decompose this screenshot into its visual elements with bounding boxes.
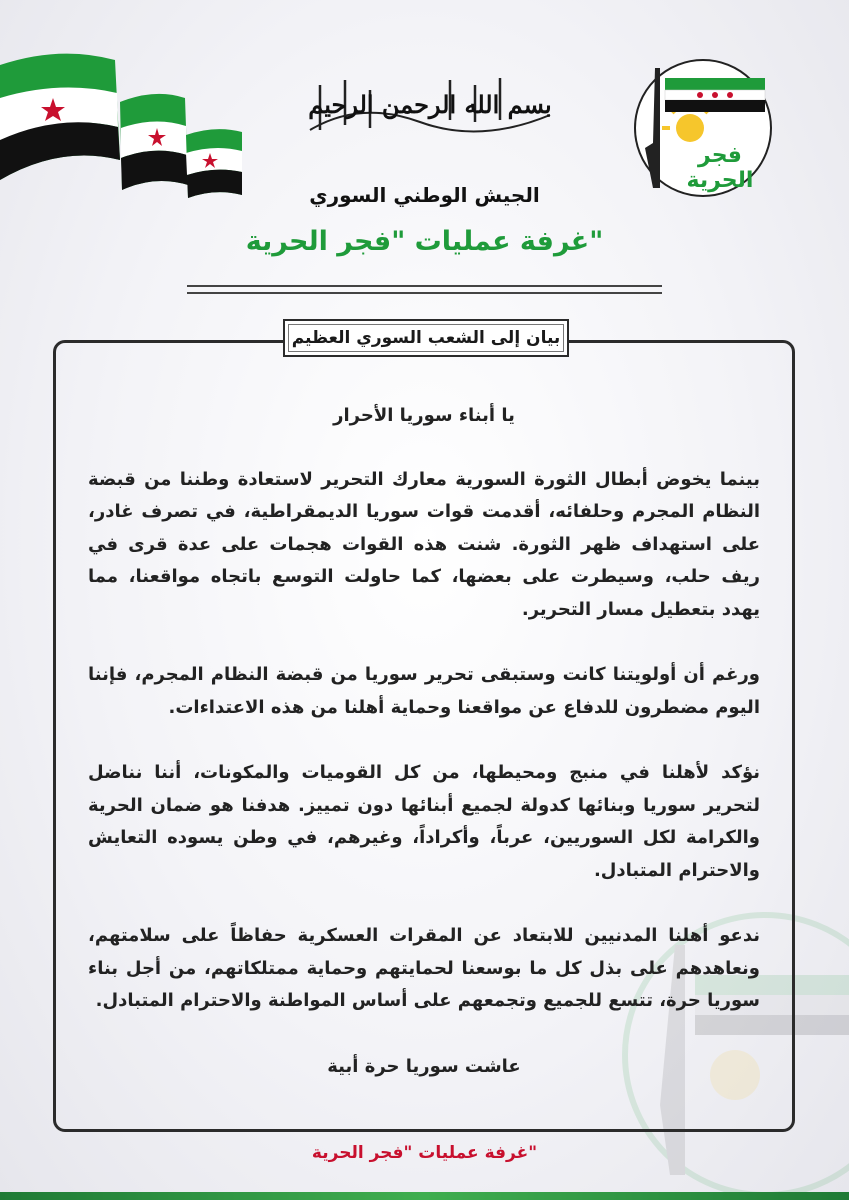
statement-body (88, 400, 760, 1116)
operations-room-title: غرفة عمليات "فجر الحرية" (245, 226, 604, 257)
statement-paragraph: ندعو أهلنا المدنيين للابتعاد عن المقرات العسكرية حفاظاً على سلامتهم، ونعاهدهم على بذل كل ما بوسعنا لحمايتهم وحماية ممتلكاتهم، من أجل بناء سوريا حرة، تتسع للجميع وتجمعهم على أساس المواطنة والاحترام المتبادل. (88, 925, 760, 1011)
statement-greeting: يا أبناء سوريا الأحرار (333, 405, 515, 426)
flag-bar (665, 78, 765, 90)
statement-closing: عاشت سوريا حرة أبية (327, 1055, 521, 1077)
statement-paragraph: بينما يخوض أبطال الثورة السورية معارك التحرير لاستعادة وطننا من قبضة النظام المجرم وحلفائه، أقدمت قوات سوريا الديمقراطية، في تصرف غادر، على استهداف ظهر الثورة. شنت هذه القوات هجمات على عدة قرى في ريف حلب، وسيطرت على بعضها، كما حاولت التوسع باتجاه مواقعنا، مما يهدد بتعطيل مسار التحرير. (88, 468, 760, 620)
statement-paragraph: ورغم أن أولويتنا كانت وستبقى تحرير سوريا من قبضة النظام المجرم، فإننا اليوم مضطرون للدفاع عن مواقعنا وحماية أهلنا من هذه الاعتداءات. (88, 664, 760, 718)
statement-title: بيان إلى الشعب السوري العظيم (283, 319, 569, 357)
divider-bottom (187, 292, 662, 294)
bottom-green-bar (0, 1192, 849, 1200)
basmala-text: بسم الله الرحمن الرحيم (308, 90, 552, 119)
footer-operations-room: غرفة عمليات "فجر الحرية" (311, 1143, 538, 1163)
logo-text: فجر الحرية (686, 143, 754, 193)
army-name: الجيش الوطني السوري (309, 183, 540, 207)
syrian-flag-icon (0, 40, 250, 200)
divider-top (187, 285, 662, 287)
operations-room-logo (615, 48, 790, 198)
basmala-calligraphy (300, 60, 560, 150)
statement-paragraph: نؤكد لأهلنا في منبج ومحيطها، من كل القوميات والمكونات، أننا نناضل لتحرير سوريا وبنائها كدولة لجميع أبنائها دون تمييز. هدفنا هو ضمان الحرية والكرامة لكل السوريين، عرباً، وأكراداً، وغيرهم، في وطن يسوده التعايش والاحترام المتبادل. (88, 762, 760, 881)
